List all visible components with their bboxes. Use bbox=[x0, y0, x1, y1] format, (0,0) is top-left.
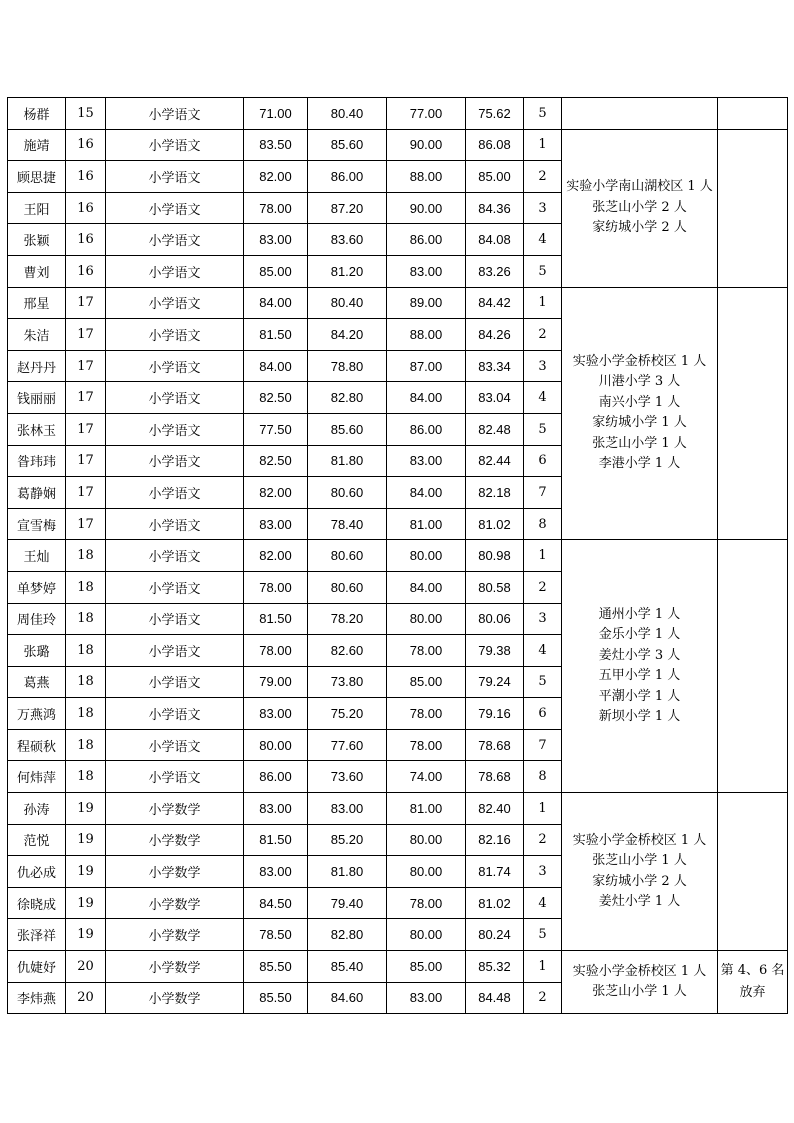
written-score: 83.50 bbox=[244, 129, 308, 161]
total-score: 84.36 bbox=[466, 192, 524, 224]
skill-score: 83.00 bbox=[387, 445, 466, 477]
skill-score: 81.00 bbox=[387, 793, 466, 825]
skill-score: 83.00 bbox=[387, 255, 466, 287]
table-row bbox=[8, 793, 788, 825]
total-score: 78.68 bbox=[466, 729, 524, 761]
total-score: 79.24 bbox=[466, 666, 524, 698]
written-score: 84.00 bbox=[244, 350, 308, 382]
allocation-line: 姜灶小学 3 人 bbox=[598, 647, 681, 663]
total-score: 79.38 bbox=[466, 635, 524, 667]
subject-cell: 小学语文 bbox=[106, 98, 244, 130]
written-score: 71.00 bbox=[244, 98, 308, 130]
skill-score: 85.00 bbox=[387, 666, 466, 698]
teacher-name: 施靖 bbox=[8, 129, 66, 161]
subject-cell: 小学语文 bbox=[106, 224, 244, 256]
allocation-line: 平潮小学 1 人 bbox=[598, 688, 681, 704]
skill-score: 81.00 bbox=[387, 508, 466, 540]
group-number: 18 bbox=[66, 729, 106, 761]
teacher-name: 仇必成 bbox=[8, 856, 66, 888]
skill-score: 90.00 bbox=[387, 129, 466, 161]
skill-score: 78.00 bbox=[387, 887, 466, 919]
total-score: 79.16 bbox=[466, 698, 524, 730]
allocation-line: 家纺城小学 2 人 bbox=[592, 220, 687, 236]
teacher-name: 曹刘 bbox=[8, 255, 66, 287]
skill-score: 83.00 bbox=[387, 982, 466, 1014]
total-score: 84.08 bbox=[466, 224, 524, 256]
rank-cell: 4 bbox=[524, 224, 562, 256]
total-score: 81.74 bbox=[466, 856, 524, 888]
total-score: 84.42 bbox=[466, 287, 524, 319]
skill-score: 78.00 bbox=[387, 698, 466, 730]
written-score: 80.00 bbox=[244, 729, 308, 761]
written-score: 83.00 bbox=[244, 698, 308, 730]
subject-cell: 小学语文 bbox=[106, 477, 244, 509]
written-score: 78.00 bbox=[244, 635, 308, 667]
teacher-name: 何炜萍 bbox=[8, 761, 66, 793]
total-score: 81.02 bbox=[466, 887, 524, 919]
teacher-name: 周佳玲 bbox=[8, 603, 66, 635]
subject-cell: 小学语文 bbox=[106, 350, 244, 382]
subject-cell: 小学语文 bbox=[106, 413, 244, 445]
subject-cell: 小学语文 bbox=[106, 603, 244, 635]
allocation-cell bbox=[562, 287, 718, 540]
written-score: 83.00 bbox=[244, 793, 308, 825]
written-score: 83.00 bbox=[244, 224, 308, 256]
total-score: 75.62 bbox=[466, 98, 524, 130]
group-number: 18 bbox=[66, 571, 106, 603]
subject-cell: 小学语文 bbox=[106, 129, 244, 161]
subject-cell: 小学语文 bbox=[106, 540, 244, 572]
allocation-line: 姜灶小学 1 人 bbox=[598, 894, 681, 910]
subject-cell: 小学数学 bbox=[106, 793, 244, 825]
total-score: 80.06 bbox=[466, 603, 524, 635]
written-score: 84.00 bbox=[244, 287, 308, 319]
interview-score: 78.80 bbox=[308, 350, 387, 382]
written-score: 81.50 bbox=[244, 603, 308, 635]
skill-score: 85.00 bbox=[387, 951, 466, 983]
teacher-name: 张林玉 bbox=[8, 413, 66, 445]
rank-cell: 8 bbox=[524, 761, 562, 793]
interview-score: 85.40 bbox=[308, 951, 387, 983]
group-number: 17 bbox=[66, 508, 106, 540]
rank-cell: 5 bbox=[524, 98, 562, 130]
group-number: 17 bbox=[66, 413, 106, 445]
group-number: 17 bbox=[66, 287, 106, 319]
allocation-line: 实验小学南山湖校区 1 人 bbox=[566, 179, 713, 195]
teacher-name: 钱丽丽 bbox=[8, 382, 66, 414]
skill-score: 80.00 bbox=[387, 540, 466, 572]
interview-score: 79.40 bbox=[308, 887, 387, 919]
rank-cell: 3 bbox=[524, 350, 562, 382]
table-row bbox=[8, 287, 788, 319]
rank-cell: 2 bbox=[524, 571, 562, 603]
table-row bbox=[8, 129, 788, 161]
teacher-name: 张泽祥 bbox=[8, 919, 66, 951]
allocation-cell bbox=[562, 540, 718, 793]
interview-score: 81.80 bbox=[308, 445, 387, 477]
group-number: 19 bbox=[66, 824, 106, 856]
subject-cell: 小学语文 bbox=[106, 192, 244, 224]
total-score: 83.04 bbox=[466, 382, 524, 414]
total-score: 80.24 bbox=[466, 919, 524, 951]
skill-score: 88.00 bbox=[387, 161, 466, 193]
written-score: 78.50 bbox=[244, 919, 308, 951]
allocation-line: 李港小学 1 人 bbox=[598, 456, 681, 472]
teacher-name: 万燕鸿 bbox=[8, 698, 66, 730]
written-score: 82.50 bbox=[244, 382, 308, 414]
written-score: 85.50 bbox=[244, 951, 308, 983]
group-number: 15 bbox=[66, 98, 106, 130]
written-score: 85.50 bbox=[244, 982, 308, 1014]
rank-cell: 1 bbox=[524, 793, 562, 825]
allocation-line: 张芝山小学 1 人 bbox=[592, 435, 687, 451]
subject-cell: 小学语文 bbox=[106, 382, 244, 414]
skill-score: 87.00 bbox=[387, 350, 466, 382]
group-number: 20 bbox=[66, 982, 106, 1014]
interview-score: 86.00 bbox=[308, 161, 387, 193]
rank-cell: 6 bbox=[524, 698, 562, 730]
group-number: 20 bbox=[66, 951, 106, 983]
written-score: 81.50 bbox=[244, 824, 308, 856]
teacher-name: 葛燕 bbox=[8, 666, 66, 698]
skill-score: 90.00 bbox=[387, 192, 466, 224]
total-score: 82.40 bbox=[466, 793, 524, 825]
note-cell bbox=[718, 793, 788, 951]
allocation-line: 实验小学金桥校区 1 人 bbox=[572, 963, 707, 979]
group-number: 18 bbox=[66, 761, 106, 793]
rank-cell: 3 bbox=[524, 192, 562, 224]
subject-cell: 小学语文 bbox=[106, 255, 244, 287]
written-score: 78.00 bbox=[244, 571, 308, 603]
subject-cell: 小学语文 bbox=[106, 761, 244, 793]
teacher-name: 孙涛 bbox=[8, 793, 66, 825]
interview-score: 82.80 bbox=[308, 919, 387, 951]
total-score: 81.02 bbox=[466, 508, 524, 540]
skill-score: 86.00 bbox=[387, 413, 466, 445]
rank-cell: 4 bbox=[524, 887, 562, 919]
written-score: 86.00 bbox=[244, 761, 308, 793]
skill-score: 80.00 bbox=[387, 856, 466, 888]
rank-cell: 1 bbox=[524, 951, 562, 983]
allocation-line: 五甲小学 1 人 bbox=[598, 668, 681, 684]
note-cell bbox=[718, 540, 788, 793]
allocation-cell bbox=[562, 951, 718, 1014]
score-table bbox=[7, 97, 788, 1014]
allocation-line: 张芝山小学 1 人 bbox=[592, 984, 687, 1000]
table-row bbox=[8, 540, 788, 572]
table-row bbox=[8, 98, 788, 130]
allocation-line: 张芝山小学 2 人 bbox=[592, 199, 687, 215]
interview-score: 80.60 bbox=[308, 571, 387, 603]
rank-cell: 4 bbox=[524, 382, 562, 414]
total-score: 86.08 bbox=[466, 129, 524, 161]
group-number: 18 bbox=[66, 698, 106, 730]
total-score: 85.32 bbox=[466, 951, 524, 983]
group-number: 16 bbox=[66, 192, 106, 224]
total-score: 78.68 bbox=[466, 761, 524, 793]
group-number: 19 bbox=[66, 887, 106, 919]
written-score: 82.50 bbox=[244, 445, 308, 477]
rank-cell: 5 bbox=[524, 666, 562, 698]
allocation-line: 金乐小学 1 人 bbox=[598, 627, 681, 643]
skill-score: 88.00 bbox=[387, 319, 466, 351]
interview-score: 77.60 bbox=[308, 729, 387, 761]
note-cell bbox=[718, 129, 788, 287]
group-number: 18 bbox=[66, 540, 106, 572]
subject-cell: 小学语文 bbox=[106, 319, 244, 351]
teacher-name: 张璐 bbox=[8, 635, 66, 667]
teacher-name: 仇婕妤 bbox=[8, 951, 66, 983]
interview-score: 78.40 bbox=[308, 508, 387, 540]
rank-cell: 2 bbox=[524, 824, 562, 856]
allocation-cell bbox=[562, 129, 718, 287]
written-score: 82.00 bbox=[244, 540, 308, 572]
allocation-line: 通州小学 1 人 bbox=[598, 606, 681, 622]
teacher-name: 赵丹丹 bbox=[8, 350, 66, 382]
total-score: 84.26 bbox=[466, 319, 524, 351]
skill-score: 84.00 bbox=[387, 477, 466, 509]
interview-score: 78.20 bbox=[308, 603, 387, 635]
rank-cell: 4 bbox=[524, 635, 562, 667]
total-score: 83.26 bbox=[466, 255, 524, 287]
subject-cell: 小学数学 bbox=[106, 887, 244, 919]
interview-score: 83.00 bbox=[308, 793, 387, 825]
written-score: 84.50 bbox=[244, 887, 308, 919]
skill-score: 74.00 bbox=[387, 761, 466, 793]
note-cell bbox=[718, 287, 788, 540]
subject-cell: 小学数学 bbox=[106, 856, 244, 888]
interview-score: 80.40 bbox=[308, 287, 387, 319]
group-number: 18 bbox=[66, 666, 106, 698]
rank-cell: 2 bbox=[524, 319, 562, 351]
subject-cell: 小学语文 bbox=[106, 508, 244, 540]
group-number: 17 bbox=[66, 445, 106, 477]
interview-score: 80.60 bbox=[308, 540, 387, 572]
teacher-name: 范悦 bbox=[8, 824, 66, 856]
table-row bbox=[8, 951, 788, 983]
subject-cell: 小学语文 bbox=[106, 445, 244, 477]
rank-cell: 7 bbox=[524, 477, 562, 509]
allocation-line: 南兴小学 1 人 bbox=[598, 394, 681, 410]
subject-cell: 小学语文 bbox=[106, 729, 244, 761]
allocation-line: 川港小学 3 人 bbox=[598, 374, 681, 390]
group-number: 19 bbox=[66, 919, 106, 951]
interview-score: 81.20 bbox=[308, 255, 387, 287]
allocation-line: 新坝小学 1 人 bbox=[598, 709, 681, 725]
written-score: 83.00 bbox=[244, 856, 308, 888]
teacher-name: 王灿 bbox=[8, 540, 66, 572]
interview-score: 75.20 bbox=[308, 698, 387, 730]
note-cell: 第 4、6 名放弃 bbox=[718, 951, 788, 1014]
group-number: 18 bbox=[66, 635, 106, 667]
subject-cell: 小学数学 bbox=[106, 951, 244, 983]
skill-score: 80.00 bbox=[387, 603, 466, 635]
subject-cell: 小学语文 bbox=[106, 161, 244, 193]
allocation-line: 张芝山小学 1 人 bbox=[592, 853, 687, 869]
teacher-name: 单梦婷 bbox=[8, 571, 66, 603]
group-number: 16 bbox=[66, 255, 106, 287]
group-number: 18 bbox=[66, 603, 106, 635]
rank-cell: 5 bbox=[524, 413, 562, 445]
skill-score: 78.00 bbox=[387, 635, 466, 667]
skill-score: 80.00 bbox=[387, 824, 466, 856]
interview-score: 82.60 bbox=[308, 635, 387, 667]
allocation-line: 家纺城小学 1 人 bbox=[592, 415, 687, 431]
subject-cell: 小学语文 bbox=[106, 698, 244, 730]
written-score: 81.50 bbox=[244, 319, 308, 351]
written-score: 82.00 bbox=[244, 161, 308, 193]
rank-cell: 1 bbox=[524, 540, 562, 572]
allocation-line: 实验小学金桥校区 1 人 bbox=[572, 353, 707, 369]
skill-score: 86.00 bbox=[387, 224, 466, 256]
written-score: 82.00 bbox=[244, 477, 308, 509]
teacher-name: 邢星 bbox=[8, 287, 66, 319]
teacher-name: 王阳 bbox=[8, 192, 66, 224]
group-number: 19 bbox=[66, 856, 106, 888]
rank-cell: 3 bbox=[524, 603, 562, 635]
group-number: 17 bbox=[66, 382, 106, 414]
rank-cell: 6 bbox=[524, 445, 562, 477]
total-score: 82.16 bbox=[466, 824, 524, 856]
total-score: 84.48 bbox=[466, 982, 524, 1014]
interview-score: 73.60 bbox=[308, 761, 387, 793]
written-score: 77.50 bbox=[244, 413, 308, 445]
total-score: 83.34 bbox=[466, 350, 524, 382]
rank-cell: 3 bbox=[524, 856, 562, 888]
subject-cell: 小学数学 bbox=[106, 919, 244, 951]
teacher-name: 宣雪梅 bbox=[8, 508, 66, 540]
subject-cell: 小学数学 bbox=[106, 982, 244, 1014]
written-score: 83.00 bbox=[244, 508, 308, 540]
group-number: 19 bbox=[66, 793, 106, 825]
written-score: 78.00 bbox=[244, 192, 308, 224]
rank-cell: 2 bbox=[524, 161, 562, 193]
table-body bbox=[8, 98, 788, 1014]
teacher-name: 李炜燕 bbox=[8, 982, 66, 1014]
total-score: 82.18 bbox=[466, 477, 524, 509]
note-cell bbox=[718, 98, 788, 130]
teacher-name: 程硕秋 bbox=[8, 729, 66, 761]
total-score: 82.44 bbox=[466, 445, 524, 477]
subject-cell: 小学语文 bbox=[106, 666, 244, 698]
skill-score: 80.00 bbox=[387, 919, 466, 951]
teacher-name: 张颖 bbox=[8, 224, 66, 256]
total-score: 82.48 bbox=[466, 413, 524, 445]
group-number: 17 bbox=[66, 319, 106, 351]
total-score: 80.98 bbox=[466, 540, 524, 572]
allocation-cell bbox=[562, 98, 718, 130]
skill-score: 84.00 bbox=[387, 382, 466, 414]
allocation-line: 家纺城小学 2 人 bbox=[592, 873, 687, 889]
interview-score: 83.60 bbox=[308, 224, 387, 256]
interview-score: 82.80 bbox=[308, 382, 387, 414]
interview-score: 87.20 bbox=[308, 192, 387, 224]
total-score: 85.00 bbox=[466, 161, 524, 193]
group-number: 16 bbox=[66, 161, 106, 193]
rank-cell: 1 bbox=[524, 287, 562, 319]
teacher-name: 徐晓成 bbox=[8, 887, 66, 919]
rank-cell: 1 bbox=[524, 129, 562, 161]
subject-cell: 小学语文 bbox=[106, 635, 244, 667]
interview-score: 81.80 bbox=[308, 856, 387, 888]
teacher-name: 朱洁 bbox=[8, 319, 66, 351]
group-number: 17 bbox=[66, 477, 106, 509]
group-number: 17 bbox=[66, 350, 106, 382]
interview-score: 84.60 bbox=[308, 982, 387, 1014]
interview-score: 85.60 bbox=[308, 129, 387, 161]
interview-score: 84.20 bbox=[308, 319, 387, 351]
subject-cell: 小学语文 bbox=[106, 287, 244, 319]
total-score: 80.58 bbox=[466, 571, 524, 603]
interview-score: 85.20 bbox=[308, 824, 387, 856]
interview-score: 73.80 bbox=[308, 666, 387, 698]
skill-score: 84.00 bbox=[387, 571, 466, 603]
allocation-line: 实验小学金桥校区 1 人 bbox=[572, 832, 707, 848]
interview-score: 80.40 bbox=[308, 98, 387, 130]
group-number: 16 bbox=[66, 129, 106, 161]
interview-score: 80.60 bbox=[308, 477, 387, 509]
teacher-name: 杨群 bbox=[8, 98, 66, 130]
interview-score: 85.60 bbox=[308, 413, 387, 445]
allocation-cell bbox=[562, 793, 718, 951]
rank-cell: 5 bbox=[524, 255, 562, 287]
subject-cell: 小学数学 bbox=[106, 824, 244, 856]
rank-cell: 2 bbox=[524, 982, 562, 1014]
teacher-name: 昝玮玮 bbox=[8, 445, 66, 477]
teacher-name: 葛静娴 bbox=[8, 477, 66, 509]
teacher-name: 顾思捷 bbox=[8, 161, 66, 193]
subject-cell: 小学语文 bbox=[106, 571, 244, 603]
skill-score: 77.00 bbox=[387, 98, 466, 130]
rank-cell: 8 bbox=[524, 508, 562, 540]
skill-score: 89.00 bbox=[387, 287, 466, 319]
written-score: 85.00 bbox=[244, 255, 308, 287]
skill-score: 78.00 bbox=[387, 729, 466, 761]
group-number: 16 bbox=[66, 224, 106, 256]
written-score: 79.00 bbox=[244, 666, 308, 698]
rank-cell: 7 bbox=[524, 729, 562, 761]
rank-cell: 5 bbox=[524, 919, 562, 951]
